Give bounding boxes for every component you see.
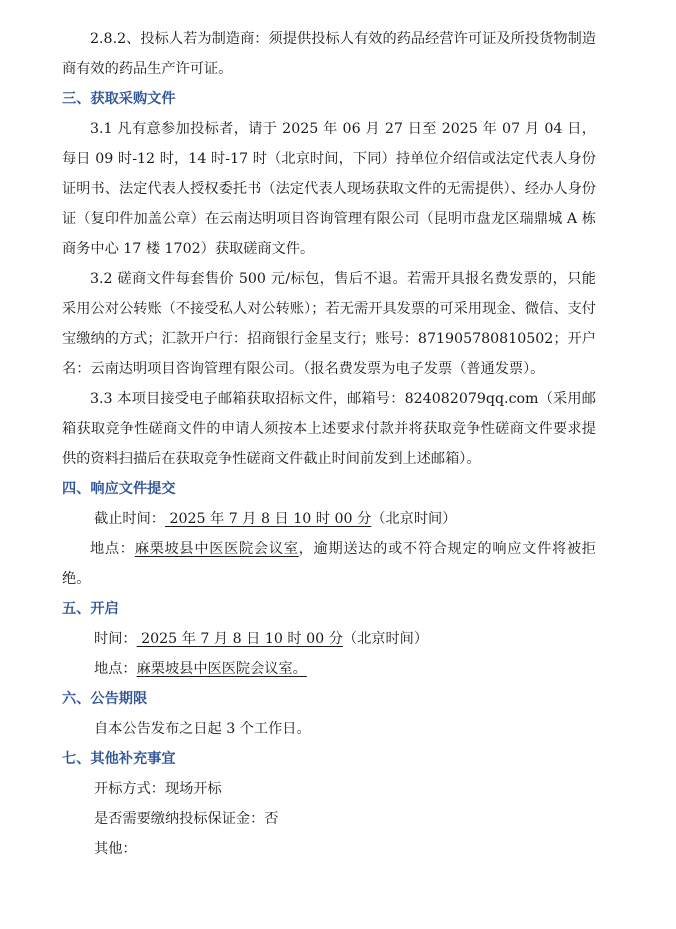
other-notes: 其他： — [94, 841, 137, 857]
document-page — [62, 24, 596, 864]
clause-3-3: 3.3 本项目接受电子邮箱获取招标文件，邮箱号：824082079qq.com（采用邮箱获取竞争性磋商文件的申请人须按本上述要求付款并将获取竞争性磋商文件要求提供的资料扫描后在获取竞争性磋商文件截止时间前发到上述邮箱）。 — [62, 391, 596, 467]
opening-time-label: 时间： — [94, 631, 137, 647]
deadline-label: 截止时间： — [94, 511, 165, 527]
location-value: 麻栗坡县中医医院会议室 — [134, 541, 299, 557]
clause-3-1: 3.1 凡有意参加投标者，请于 2025 年 06 月 27 日至 2025 年 07 月 04 日，每日 09 时-12 时，14 时-17 时（北京时间，下同）持单位介绍信或法定代表人身份证明书、法定代表人授权委托书（法定代表人现场获取文件的无需提供）、经办人身份证（复印件加盖公章）在云南达明项目咨询管理有限公司（昆明市盘龙区瑞鼎城 A 栋商务中心 17 楼 1702）获取磋商文件。 — [62, 121, 596, 257]
opening-time-value: 2025 年 7 月 8 日 10 时 00 分 — [136, 631, 343, 647]
notice-period: 自本公告发布之日起 3 个工作日。 — [94, 721, 311, 737]
opening-time-suffix: （北京时间） — [342, 631, 429, 647]
section-6-heading: 六、公告期限 — [62, 691, 148, 707]
deadline-value: 2025 年 7 月 8 日 10 时 00 分 — [164, 511, 372, 527]
clause-2-8-2: 2.8.2、投标人若为制造商：须提供投标人有效的药品经营许可证及所投货物制造商有效的药品生产许可证。 — [62, 31, 596, 77]
submission-deadline — [62, 504, 596, 534]
opening-location-value: 麻栗坡县中医医院会议室。 — [136, 661, 307, 677]
opening-location-label: 地点： — [94, 661, 137, 677]
opening-location — [62, 654, 596, 684]
opening-time — [62, 624, 596, 654]
section-7-heading: 七、其他补充事宜 — [62, 751, 176, 767]
deposit-required: 是否需要缴纳投标保证金：否 — [94, 811, 279, 827]
location-label: 地点： — [90, 541, 135, 557]
clause-3-2: 3.2 磋商文件每套售价 500 元/标包，售后不退。若需开具报名费发票的，只能采用公对公转账（不接受私人对公转账）；若无需开具发票的可采用现金、微信、支付宝缴纳的方式；汇款开户行：招商银行金星支行；账号：871905780810502；开户名：云南达明项目咨询管理有限公司。（报名费发票为电子发票（普通发票）。 — [62, 271, 596, 377]
location-suffix: ，逾期送达的或不符合规定的响应文件将被拒绝。 — [62, 541, 596, 587]
submission-location — [62, 534, 596, 594]
section-4-heading: 四、响应文件提交 — [62, 481, 176, 497]
deadline-suffix: （北京时间） — [371, 511, 457, 527]
opening-method: 开标方式：现场开标 — [94, 781, 222, 797]
section-3-heading: 三、获取采购文件 — [62, 91, 176, 107]
section-5-heading: 五、开启 — [62, 601, 119, 617]
